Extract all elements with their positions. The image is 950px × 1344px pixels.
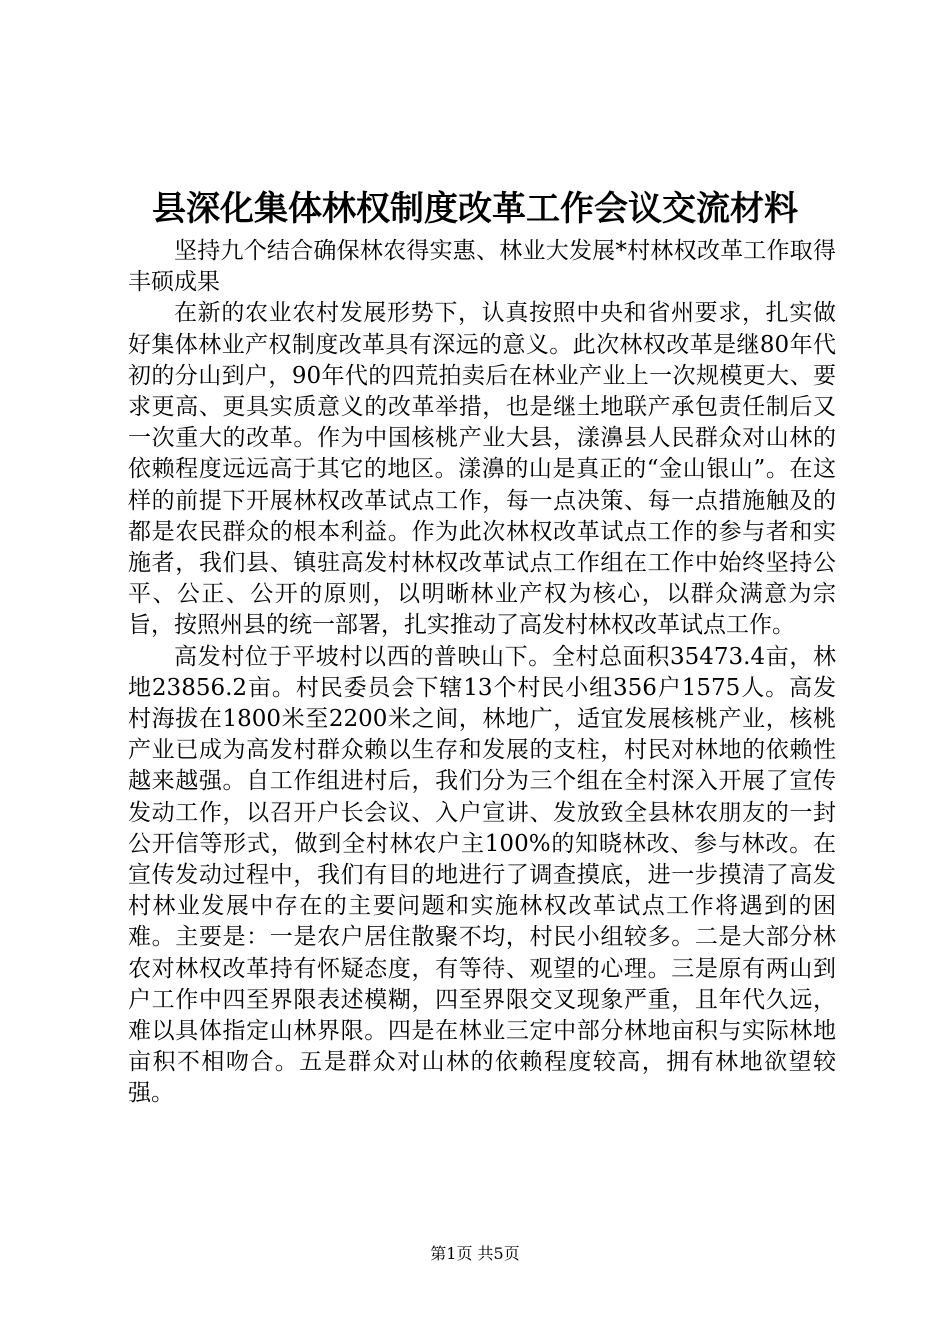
document-body — [128, 236, 836, 1110]
paragraph-village-overview: 高发村位于平坡村以西的普映山下。全村总面积35473.4亩，林地23856.2亩。村民委员会下辖13个村民小组356户1575人。高发村海拔在1800米至2200米之间，林地广，适宜发展核桃产业，核桃产业已成为高发村群众赖以生存和发展的支柱，村民对林地的依赖性越来越强。自工作组进村后，我们分为三个组在全村深入开展了宣传发动工作，以召开户长会议、入户宣讲、发放致全县林农朋友的一封公开信等形式，做到全村林农户主100%的知晓林改、参与林改。在宣传发动过程中，我们有目的地进行了调查摸底，进一步摸清了高发村林业发展中存在的主要问题和实施林权改革试点工作将遇到的困难。主要是：一是农户居住散聚不均，村民小组较多。二是大部分林农对林权改革持有怀疑态度，有等待、观望的心理。三是原有两山到户工作中四至界限表述模糊，四至界限交叉现象严重，且年代久远，难以具体指定山林界限。四是在林业三定中部分林地亩积与实际林地亩积不相吻合。五是群众对山林的依赖程度较高，拥有林地欲望较强。 — [128, 643, 836, 1107]
document-title: 县深化集体林权制度改革工作会议交流材料 — [152, 189, 798, 229]
paragraph-background: 在新的农业农村发展形势下，认真按照中央和省州要求，扎实做好集体林业产权制度改革具有深远的意义。此次林权改革是继80年代初的分山到户，90年代的四荒拍卖后在林业产业上一次规模更大、要求更高、更具实质意义的改革举措，也是继土地联产承包责任制后又一次重大的改革。作为中国核桃产业大县，漾濞县人民群众对山林的依赖程度远远高于其它的地区。漾濞的山是真正的“金山银山”。在这样的前提下开展林权改革试点工作，每一点决策、每一点措施触及的都是农民群众的根本利益。作为此次林权改革试点工作的参与者和实施者，我们县、镇驻高发村林权改革试点工作组在工作中始终坚持公平、公正、公开的原则，以明晰林业产权为核心，以群众满意为宗旨，按照州县的统一部署，扎实推动了高发村林权改革试点工作。 — [128, 300, 836, 639]
paragraph-subtitle: 坚持九个结合确保林农得实惠、林业大发展*村林权改革工作取得丰硕成果 — [128, 238, 836, 296]
page-footer: 第1页 共5页 — [430, 1244, 520, 1263]
